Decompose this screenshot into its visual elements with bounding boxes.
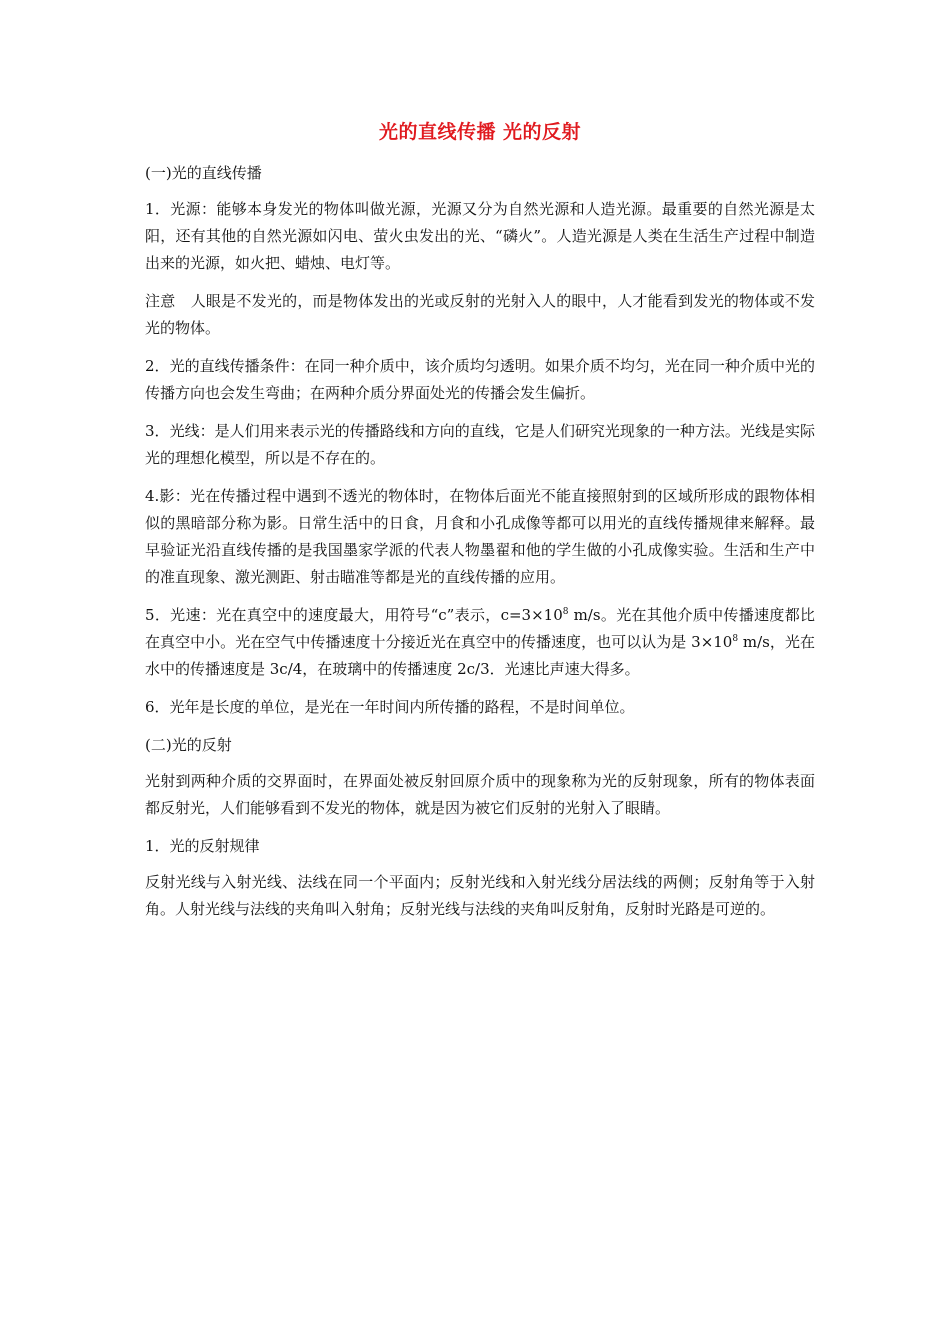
paragraph-light-ray: 3．光线：是人们用来表示光的传播路线和方向的直线，它是人们研究光现象的一种方法。光线是实际光的理想化模型，所以是不存在的。 xyxy=(145,422,815,467)
document-page xyxy=(145,120,815,934)
document-title: 光的直线传播 光的反射 xyxy=(378,121,582,143)
subheading-reflection-law: 1．光的反射规律 xyxy=(145,837,260,855)
paragraph-propagation-condition: 2．光的直线传播条件：在同一种介质中，该介质均匀透明。如果介质不均匀，光在同一种介质中光的传播方向也会发生弯曲；在两种介质分界面处光的传播会发生偏折。 xyxy=(145,357,815,402)
section-heading-rectilinear: (一)光的直线传播 xyxy=(145,164,262,182)
paragraph-note: 注意 人眼是不发光的，而是物体发出的光或反射的光射入人的眼中，人才能看到发光的物体或不发光的物体。 xyxy=(145,292,815,337)
exponent-2: 8 xyxy=(732,634,739,644)
speed-text-c: m/s，光在水中的传播速度是 3c/4，在玻璃中的传播速度 2c/3．光速比声速大得多。 xyxy=(145,633,815,678)
section-heading-reflection: (二)光的反射 xyxy=(145,736,232,754)
paragraph-reflection-law: 反射光线与入射光线、法线在同一个平面内；反射光线和入射光线分居法线的两侧；反射角等于入射角。人射光线与法线的夹角叫入射角；反射光线与法线的夹角叫反射角，反射时光路是可逆的。 xyxy=(145,873,815,918)
paragraph-light-source: 1．光源：能够本身发光的物体叫做光源，光源又分为自然光源和人造光源。最重要的自然光源是太阳，还有其他的自然光源如闪电、萤火虫发出的光、“磷火”。人造光源是人类在生活生产过程中制造出来的光源，如火把、蜡烛、电灯等。 xyxy=(145,200,815,272)
paragraph-reflection-intro: 光射到两种介质的交界面时，在界面处被反射回原介质中的现象称为光的反射现象，所有的物体表面都反射光，人们能够看到不发光的物体，就是因为被它们反射的光射入了眼睛。 xyxy=(145,772,815,817)
speed-text-a: 5．光速：光在真空中的速度最大，用符号“c”表示，c=3×10 xyxy=(145,606,563,624)
paragraph-light-speed xyxy=(145,602,815,683)
paragraph-light-year: 6．光年是长度的单位，是光在一年时间内所传播的路程，不是时间单位。 xyxy=(145,698,635,716)
paragraph-shadow: 4.影：光在传播过程中遇到不透光的物体时，在物体后面光不能直接照射到的区域所形成的跟物体相似的黑暗部分称为影。日常生活中的日食，月食和小孔成像等都可以用光的直线传播规律来解释。最早验证光沿直线传播的是我国墨家学派的代表人物墨翟和他的学生做的小孔成像实验。生活和生产中的准直现象、激光测距、射击瞄准等都是光的直线传播的应用。 xyxy=(145,487,815,586)
speed-text-b: m/s。光在其他介质中传播速度都比在真空中小。光在空气中传播速度十分接近光在真空中的传播速度，也可以认为是 3×10 xyxy=(145,606,816,651)
exponent-1: 8 xyxy=(562,607,569,617)
